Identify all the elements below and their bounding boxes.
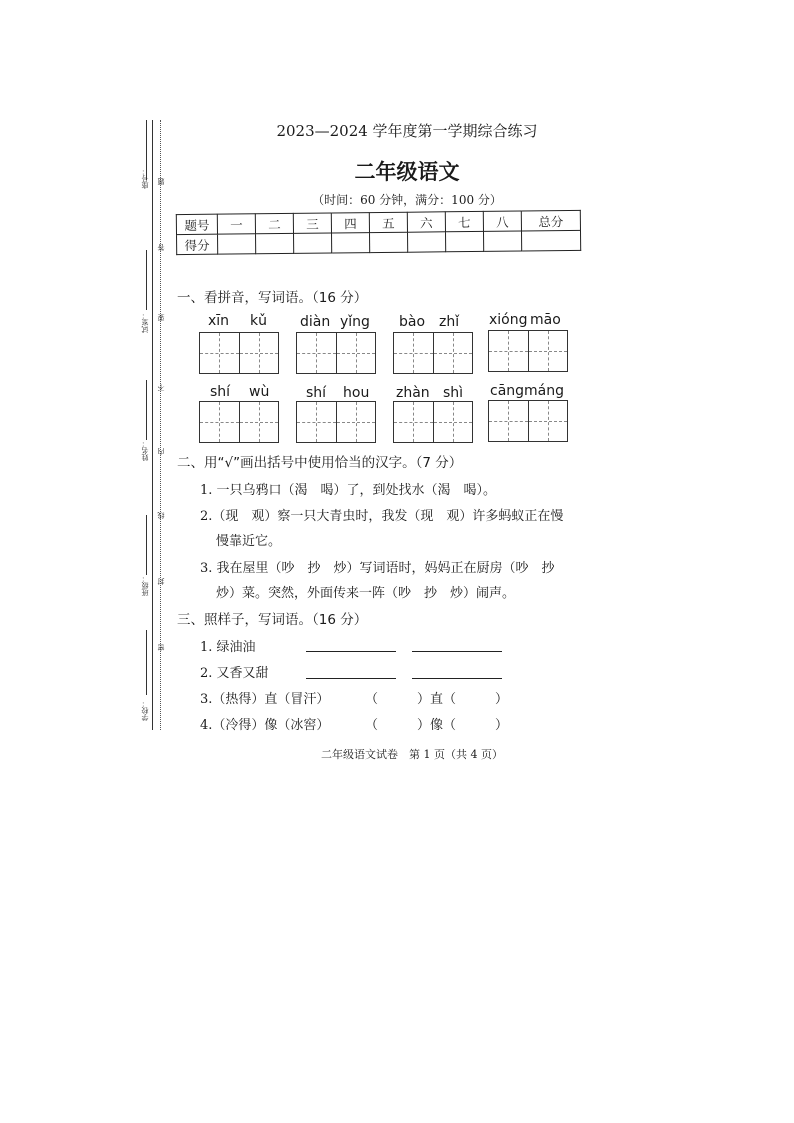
pinyin: xióng	[489, 312, 528, 328]
pinyin: wù	[249, 384, 270, 400]
pinyin: kǔ	[250, 313, 267, 329]
section3-example-2: 2. 又香又甜	[200, 666, 269, 681]
writing-grid[interactable]	[393, 401, 473, 443]
writing-grid[interactable]	[199, 332, 279, 374]
exam-info: （时间：60 分钟，满分：100 分）	[312, 193, 502, 207]
writing-grid[interactable]	[488, 330, 568, 372]
answer-blank[interactable]	[412, 650, 502, 652]
seal-char: 题	[157, 178, 165, 185]
pinyin: zhǐ	[439, 314, 460, 330]
pinyin: yǐng	[340, 314, 370, 330]
class-label: 班级：	[141, 575, 149, 596]
seal-char: 内	[157, 448, 165, 455]
score-cell[interactable]	[445, 231, 483, 251]
score-header-cell: 八	[483, 211, 521, 231]
section3-example-4: 4.（冷得）像（冰窖）	[200, 718, 330, 733]
margin-dotted-line	[160, 120, 161, 730]
score-header-cell: 六	[407, 212, 445, 232]
score-cell[interactable]	[294, 233, 332, 253]
pinyin: máng	[524, 383, 564, 399]
pinyin: diàn	[300, 314, 331, 330]
score-cell[interactable]	[370, 232, 408, 252]
name-blank[interactable]	[146, 380, 147, 440]
page-title: 二年级语文	[354, 160, 460, 184]
score-header-cell: 三	[293, 213, 331, 233]
pinyin: hou	[343, 385, 370, 401]
answer-blank[interactable]	[306, 650, 396, 652]
score-cell[interactable]	[332, 233, 370, 253]
section2-question-2-cont: 慢靠近它。	[216, 534, 282, 549]
section1-heading: 一、看拼音，写词语。（16 分）	[177, 290, 368, 306]
seal-char: 要	[157, 314, 165, 321]
answer-blank[interactable]	[412, 677, 502, 679]
exam-room-label: 试室：	[141, 312, 149, 333]
score-table	[176, 210, 581, 255]
name-label: 姓名：	[141, 440, 149, 461]
section2-question-1: 1. 一只乌鸦口（渴 喝）了，到处找水（渴 喝）。	[200, 483, 497, 498]
score-cell[interactable]	[521, 230, 580, 251]
section3-example-1: 1. 绿油油	[200, 640, 256, 655]
score-table-score-row	[177, 230, 581, 254]
section3-example-3: 3.（热得）直（冒汗）	[200, 692, 330, 707]
section2-heading: 二、用“√”画出括号中使用恰当的汉字。（7 分）	[177, 455, 463, 471]
seat-number-label: 座号：	[141, 168, 149, 189]
seal-char: 封	[157, 578, 165, 585]
section2-question-3-cont: 炒）菜。突然，外面传来一阵（吵 抄 炒）闹声。	[216, 586, 516, 601]
writing-grid[interactable]	[296, 401, 376, 443]
seal-char: 密	[157, 644, 165, 651]
score-row-label: 得分	[177, 234, 218, 254]
seal-char: 答	[157, 244, 165, 251]
score-header-cell: 总分	[521, 210, 580, 231]
school-label: 学校：	[141, 700, 149, 721]
pinyin: xīn	[208, 313, 230, 329]
section2-question-3: 3. 我在屋里（吵 抄 炒）写词语时，妈妈正在厨房（吵 抄	[200, 561, 555, 576]
section2-question-2: 2.（现 观）察一只大青虫时，我发（现 观）许多蚂蚁正在慢	[200, 509, 564, 524]
writing-grid[interactable]	[199, 401, 279, 443]
seal-char: 不	[157, 384, 165, 391]
score-header-cell: 题号	[176, 214, 217, 234]
score-header-cell: 五	[369, 212, 407, 232]
writing-grid[interactable]	[393, 332, 473, 374]
margin-outer-line	[152, 120, 153, 730]
pinyin: zhàn	[396, 385, 430, 401]
page-footer: 二年级语文试卷 第 1 页（共 4 页）	[321, 748, 503, 761]
answer-blank[interactable]	[306, 677, 396, 679]
school-blank[interactable]	[146, 630, 147, 695]
score-header-cell: 二	[255, 213, 293, 233]
score-cell[interactable]	[407, 232, 445, 252]
score-cell[interactable]	[218, 234, 256, 254]
answer-template-3[interactable]: （ ）直（ ）	[365, 692, 509, 707]
answer-template-4[interactable]: （ ）像（ ）	[365, 718, 509, 733]
section3-heading: 三、照样子，写词语。（16 分）	[177, 612, 368, 628]
writing-grid[interactable]	[296, 332, 376, 374]
score-header-cell: 七	[445, 211, 483, 231]
exam-room-blank[interactable]	[146, 250, 147, 310]
score-header-cell: 一	[217, 214, 255, 234]
term-title: 2023—2024 学年度第一学期综合练习	[276, 122, 538, 140]
seal-char: 线	[157, 512, 165, 519]
pinyin: cāng	[490, 383, 525, 399]
score-header-cell: 四	[331, 213, 369, 233]
score-cell[interactable]	[256, 233, 294, 253]
pinyin: shí	[306, 385, 327, 401]
pinyin: bào	[399, 314, 426, 330]
pinyin: shí	[210, 384, 231, 400]
score-cell[interactable]	[483, 231, 521, 251]
class-blank[interactable]	[146, 515, 147, 575]
pinyin: shì	[443, 385, 464, 401]
pinyin: māo	[530, 312, 561, 328]
writing-grid[interactable]	[488, 400, 568, 442]
